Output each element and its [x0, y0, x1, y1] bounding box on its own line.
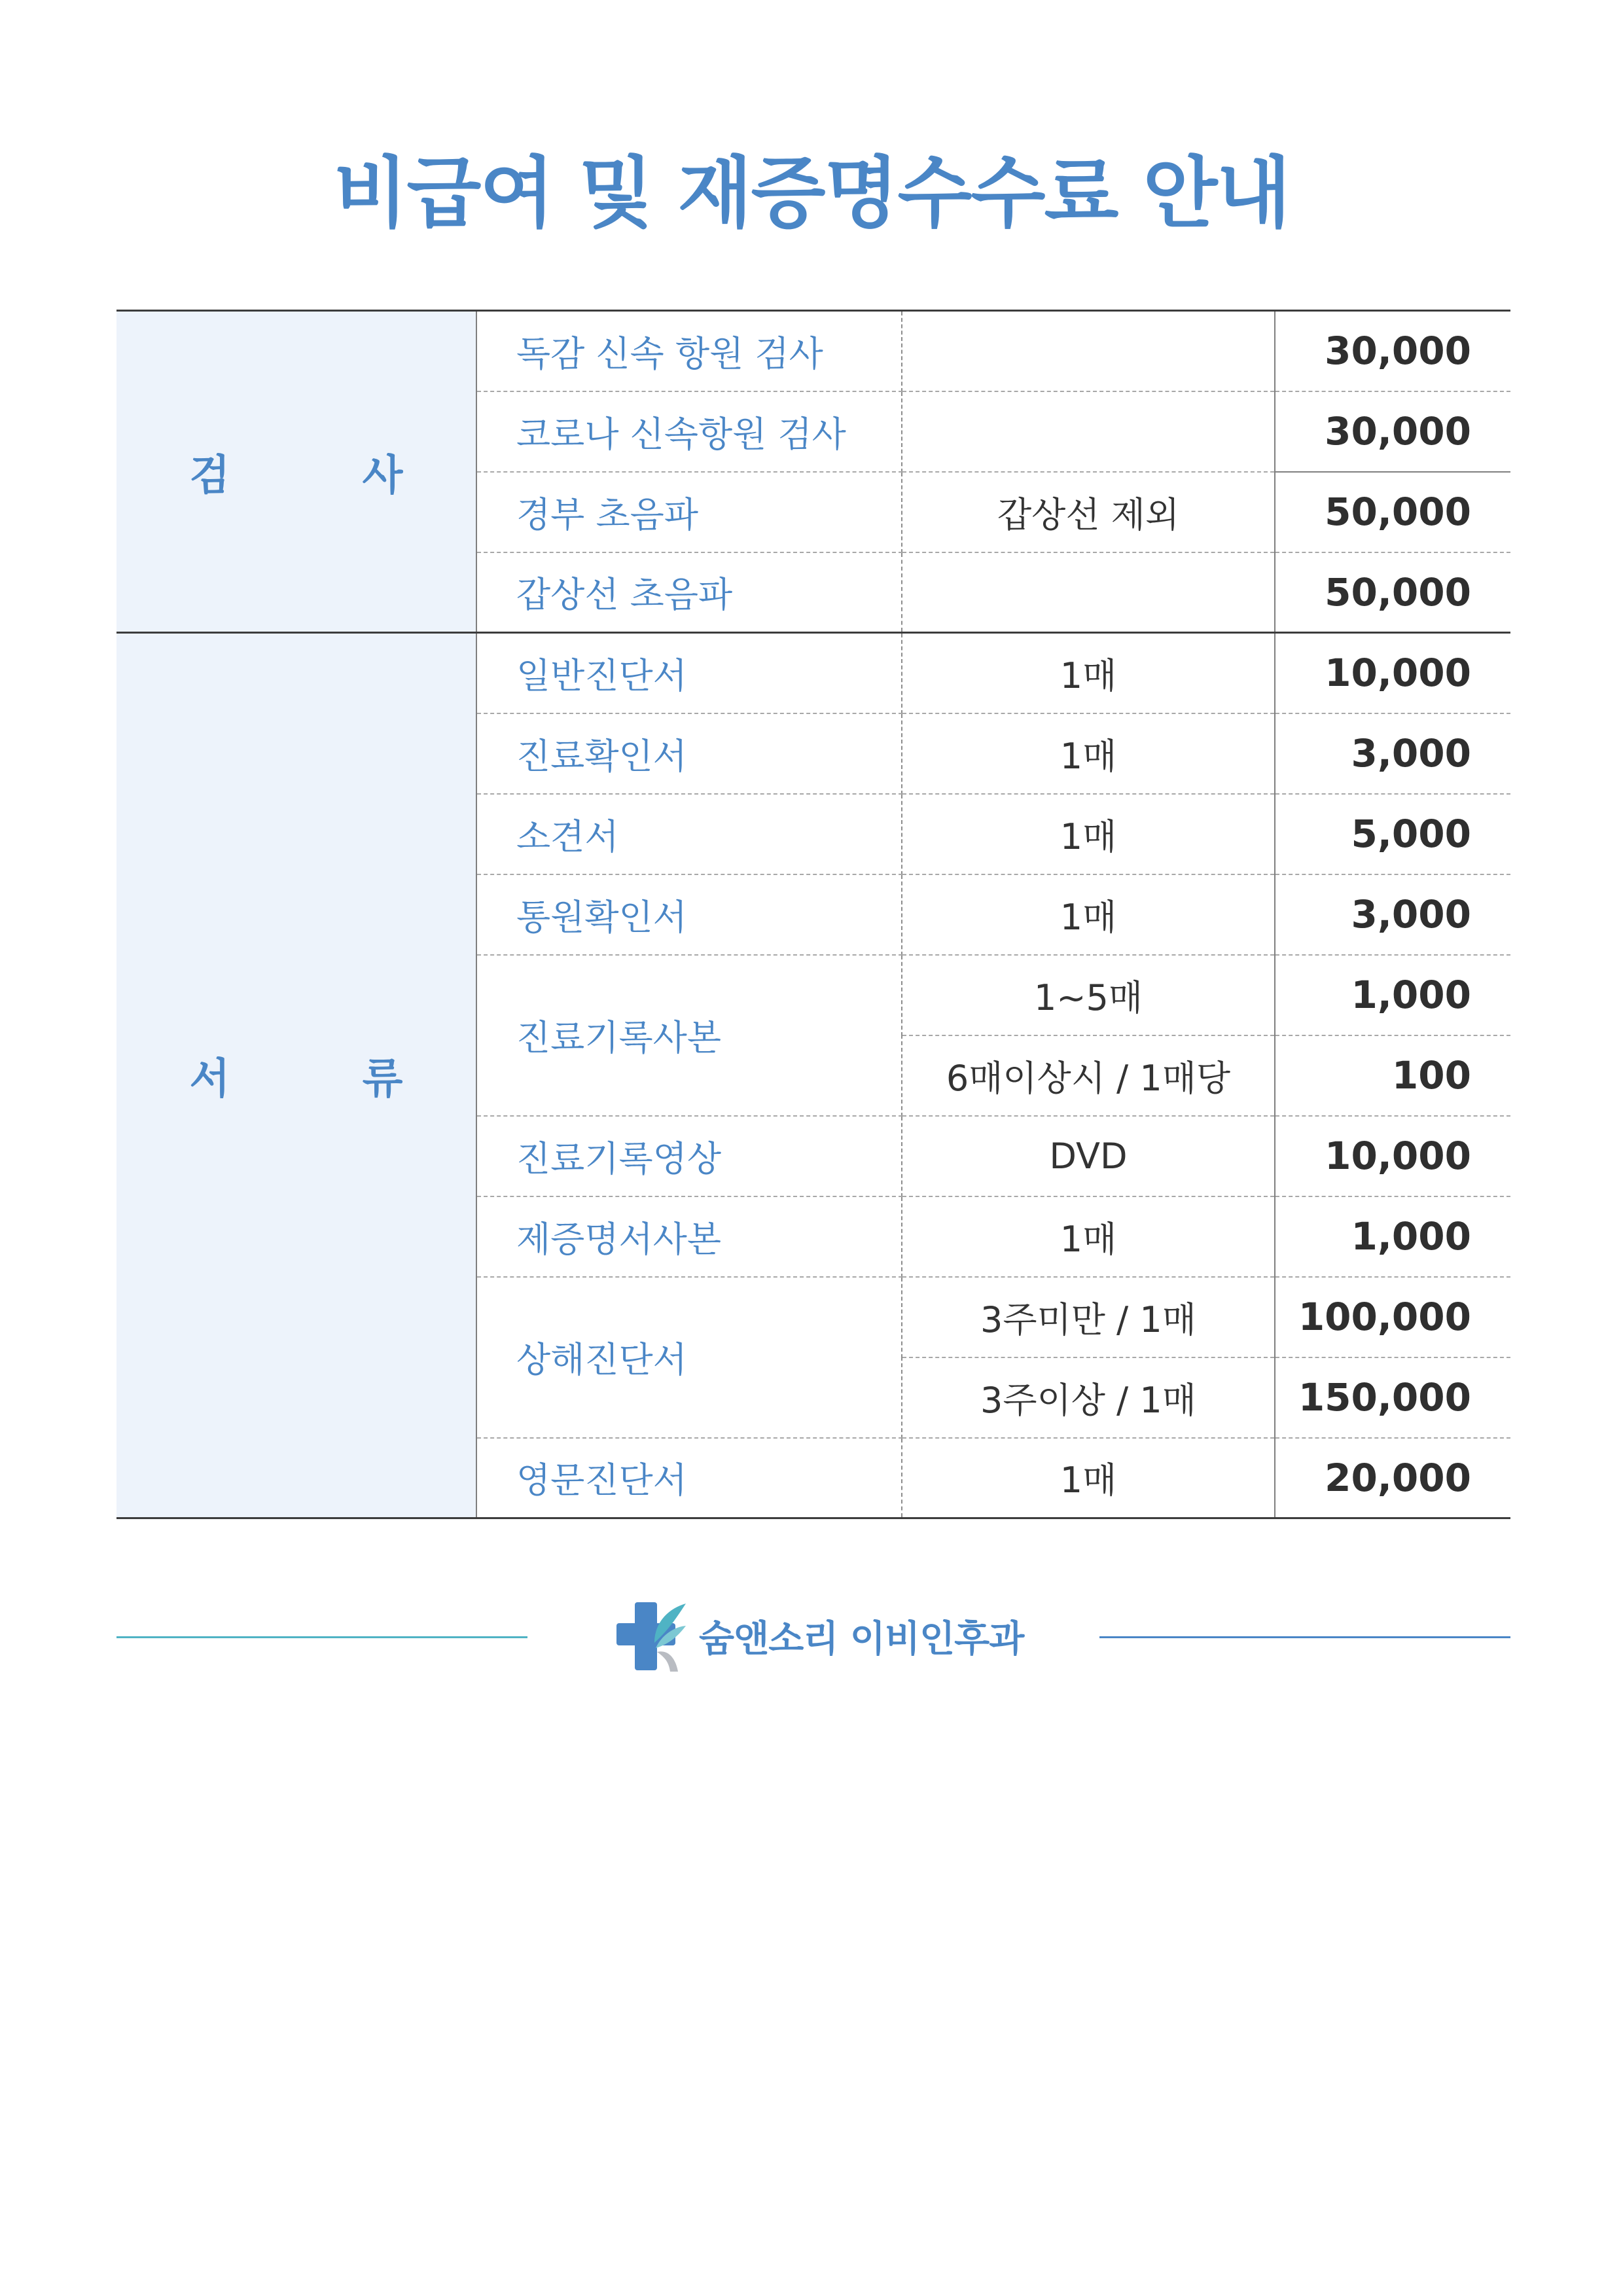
item-price: 1,000 — [1275, 955, 1510, 1035]
fee-table — [116, 310, 1510, 1519]
item-name: 소견서 — [476, 794, 902, 874]
item-note: 갑상선 제외 — [902, 472, 1275, 552]
footer-brand — [615, 1597, 1024, 1676]
item-price: 30,000 — [1275, 391, 1510, 472]
category-documents: 서 류 — [116, 633, 476, 1518]
item-price: 1,000 — [1275, 1196, 1510, 1277]
item-price: 100,000 — [1275, 1277, 1510, 1357]
table-row — [116, 633, 1510, 713]
item-name: 통원확인서 — [476, 874, 902, 955]
item-price: 10,000 — [1275, 633, 1510, 713]
item-price: 3,000 — [1275, 713, 1510, 794]
item-name: 진료확인서 — [476, 713, 902, 794]
item-name: 코로나 신속항원 검사 — [476, 391, 902, 472]
table-row — [116, 311, 1510, 391]
item-name: 상해진단서 — [476, 1277, 902, 1438]
item-note: 1매 — [902, 794, 1275, 874]
item-price: 30,000 — [1275, 311, 1510, 391]
item-price: 50,000 — [1275, 552, 1510, 633]
item-note: 3주이상 / 1매 — [902, 1357, 1275, 1438]
category-exam: 검 사 — [116, 311, 476, 633]
page-title: 비급여 및 재증명수수료 안내 — [333, 148, 1290, 238]
item-price: 10,000 — [1275, 1116, 1510, 1196]
item-note: 1매 — [902, 874, 1275, 955]
footer-divider-left — [116, 1636, 527, 1638]
item-price: 20,000 — [1275, 1438, 1510, 1518]
item-note: 1매 — [902, 1438, 1275, 1518]
item-note: 1~5매 — [902, 955, 1275, 1035]
item-price: 100 — [1275, 1035, 1510, 1116]
item-note — [902, 391, 1275, 472]
item-note — [902, 552, 1275, 633]
item-note: 1매 — [902, 713, 1275, 794]
item-note: DVD — [902, 1116, 1275, 1196]
item-name: 일반진단서 — [476, 633, 902, 713]
item-price: 5,000 — [1275, 794, 1510, 874]
item-name: 경부 초음파 — [476, 472, 902, 552]
cross-leaf-logo-icon — [615, 1597, 687, 1676]
item-name: 영문진단서 — [476, 1438, 902, 1518]
item-price: 3,000 — [1275, 874, 1510, 955]
item-name: 제증명서사본 — [476, 1196, 902, 1277]
item-name: 진료기록사본 — [476, 955, 902, 1116]
item-note: 1매 — [902, 633, 1275, 713]
footer-divider-right — [1099, 1636, 1510, 1638]
item-name: 갑상선 초음파 — [476, 552, 902, 633]
item-name: 진료기록영상 — [476, 1116, 902, 1196]
item-name: 독감 신속 항원 검사 — [476, 311, 902, 391]
item-note: 3주미만 / 1매 — [902, 1277, 1275, 1357]
brand-name: 숨앤소리 이비인후과 — [699, 1618, 1024, 1660]
item-note: 6매이상시 / 1매당 — [902, 1035, 1275, 1116]
item-note — [902, 311, 1275, 391]
item-note: 1매 — [902, 1196, 1275, 1277]
item-price: 150,000 — [1275, 1357, 1510, 1438]
item-price: 50,000 — [1275, 472, 1510, 552]
